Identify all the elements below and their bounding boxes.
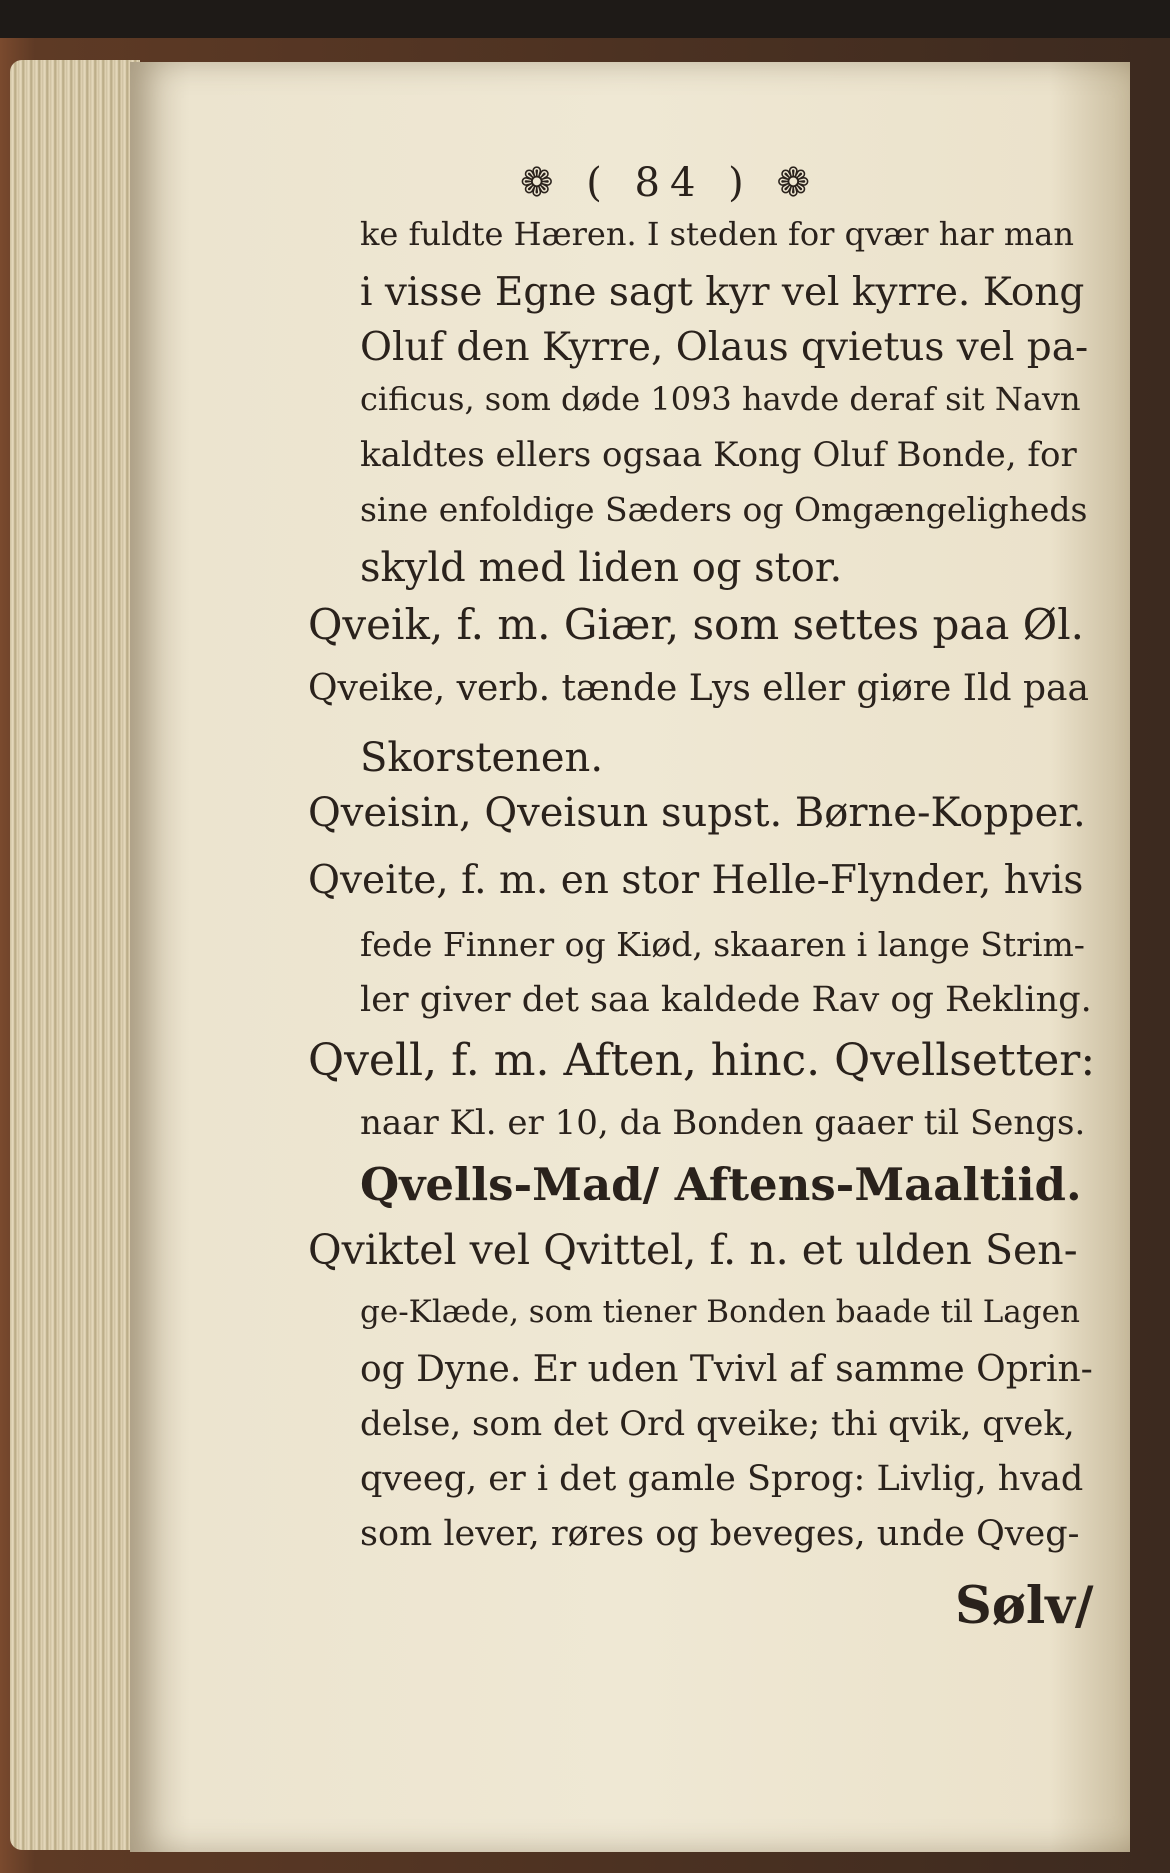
text-line: delse, som det Ord qveike; thi qvik, qvek,	[360, 1404, 1075, 1444]
text-line: ge-Klæde, som tiener Bonden baade til Lagen	[360, 1294, 1080, 1330]
text-line: Oluf den Kyrre, Olaus qvietus vel pa-	[360, 325, 1089, 370]
text-line: Qveik, f. m. Giær, som settes paa Øl.	[308, 600, 1084, 649]
text-line: Skorstenen.	[360, 735, 604, 781]
text-line: Qvells-Mad/ Aftens-Maaltiid.	[360, 1158, 1082, 1211]
text-line: Sølv/	[955, 1576, 1094, 1636]
text-line: som lever, røres og beveges, unde Qveg-	[360, 1514, 1080, 1554]
text-line: Qveisin, Qveisun supst. Børne-Kopper.	[308, 790, 1086, 836]
text-line: sine enfoldige Sæders og Omgængeligheds	[360, 490, 1088, 529]
page-number: ❁ ( 84 ) ❁	[520, 160, 820, 206]
text-line: qveeg, er i det gamle Sprog: Livlig, hvad	[360, 1459, 1084, 1499]
text-line: kaldtes ellers ogsaa Kong Oluf Bonde, for	[360, 435, 1077, 475]
text-line: fede Finner og Kiød, skaaren i lange Strim-	[360, 925, 1085, 964]
page-edges	[10, 60, 140, 1850]
text-line: Qviktel vel Qvittel, f. n. et ulden Sen-	[308, 1226, 1078, 1274]
text-line: naar Kl. er 10, da Bonden gaaer til Sengs.	[360, 1103, 1086, 1143]
text-line: Qvell, f. m. Aften, hinc. Qvellsetter:	[308, 1035, 1096, 1086]
text-line: og Dyne. Er uden Tvivl af samme Oprin-	[360, 1349, 1093, 1390]
text-line: Qveike, verb. tænde Lys eller giøre Ild paa	[308, 668, 1089, 709]
text-line: ler giver det saa kaldede Rav og Rekling.	[360, 980, 1092, 1020]
text-line: Qveite, f. m. en stor Helle-Flynder, hvis	[308, 858, 1084, 903]
text-line: skyld med liden og stor.	[360, 545, 843, 591]
text-line: ke fuldte Hæren. I steden for qvær har man	[360, 215, 1074, 253]
text-line: cificus, som døde 1093 havde deraf sit Navn	[360, 380, 1081, 418]
text-line: i visse Egne sagt kyr vel kyrre. Kong	[360, 270, 1085, 315]
